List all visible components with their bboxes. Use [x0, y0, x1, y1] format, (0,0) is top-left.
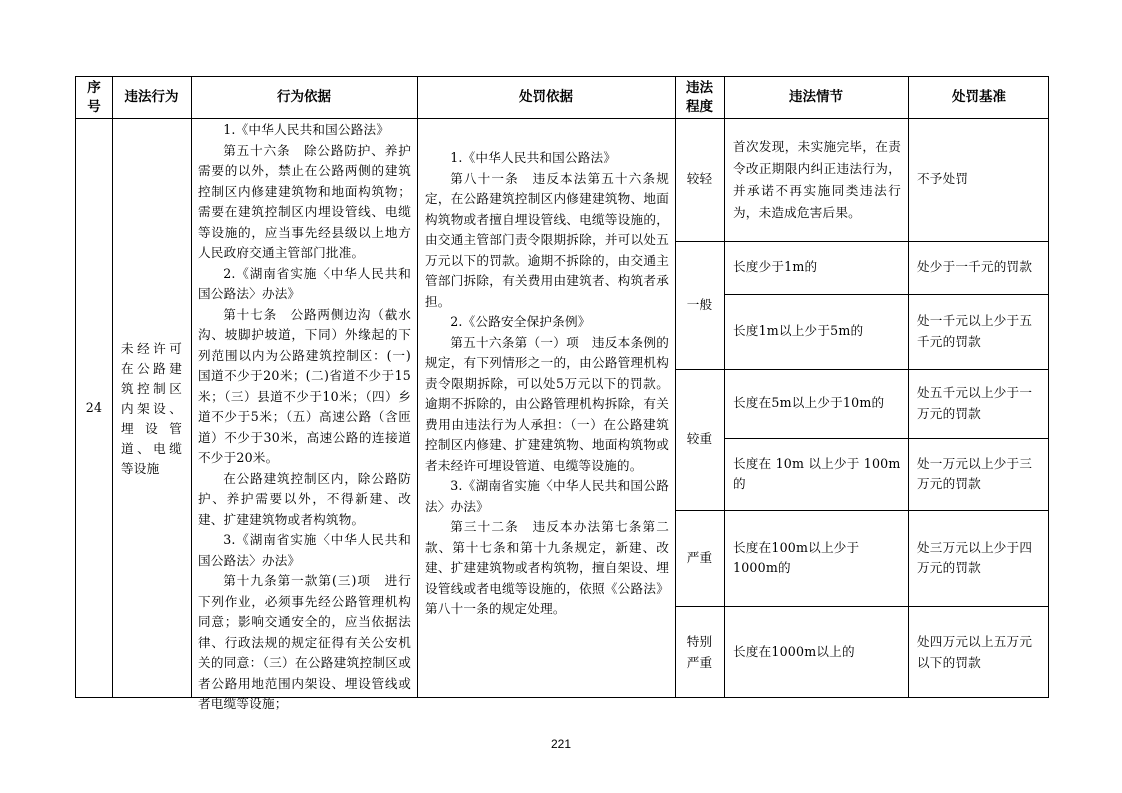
degree-general: 一般: [686, 296, 713, 312]
basis-article: 第十九条第一款第(三)项 进行下列作业，必须事先经公路管理机构同意；影响交通安全的，应当依据法律、行政法规的规定征得有关公安机关的同意：（三）在公路建筑控制区或者公路用地范围内架设、埋设管线或者电缆等设施；: [198, 573, 411, 711]
header-standard: 处罚基准: [952, 89, 1006, 105]
circumstance-very-severe: 长度在1000m以上的: [733, 644, 855, 660]
standard-serious-1: 处五千元以上少于一万元的罚款: [917, 385, 1033, 421]
penalty-article: 第三十二条 违反本办法第七条第二款、第十七条和第十九条规定，新建、改建、扩建建筑物或者构筑物，擅自架设、埋设管线或者电缆等设施的，依照《公路法》第八十一条的规定处理。: [425, 519, 669, 616]
basis-article: 第十七条 公路两侧边沟（截水沟、坡脚护坡道，下同）外缘起的下列范围以内为公路建筑控制区：(一)国道不少于20米；(二)省道不少于15米；（三）县道不少于10米；（四）乡道不少于5米；（五）高速公路（含匝道）不少于30米，高速公路的连接道不少于20米。: [198, 306, 411, 465]
basis-law-title: 1.《中华人民共和国公路法》: [223, 122, 390, 137]
standard-minor: 不予处罚: [917, 171, 969, 187]
row-penalty-basis: [417, 118, 675, 699]
page-number: 221: [550, 737, 572, 751]
header-violation: 违法行为: [124, 89, 179, 105]
circumstance-serious-2: 长度在 10m 以上少于 100m的: [733, 455, 901, 491]
basis-law-title: 3.《湖南省实施〈中华人民共和国公路法〉办法》: [198, 532, 411, 568]
header-degree: 违法程度: [686, 79, 713, 115]
header-penalty-basis: 处罚依据: [519, 89, 573, 105]
penalty-law-title: 1.《中华人民共和国公路法》: [450, 150, 617, 165]
header-basis: 行为依据: [277, 89, 331, 105]
standard-serious-2: 处一万元以上少于三万元的罚款: [917, 455, 1033, 491]
penalty-table: [75, 76, 1049, 711]
penalty-article: 第八十一条 违反本法第五十六条规定，在公路建筑控制区内修建建筑物、地面构筑物或者擅自埋设管线、电缆等设施的，由交通主管部门责令限期拆除，并可以处五万元以下的罚款。逾期不拆除的，由交通主管部门拆除，有关费用由建筑者、构筑者承担。: [425, 170, 669, 309]
degree-minor: 较轻: [686, 171, 713, 187]
degree-serious: 较重: [686, 431, 713, 447]
degree-severe: 严重: [686, 549, 713, 565]
circumstance-general-1: 长度少于1m的: [733, 259, 818, 275]
basis-law-title: 2.《湖南省实施〈中华人民共和国公路法〉办法》: [198, 265, 411, 301]
standard-very-severe: 处四万元以上五万元以下的罚款: [917, 634, 1033, 670]
penalty-article: 第五十六条第（一）项 违反本条例的规定，有下列情形之一的，由公路管理机构责令限期拆除，可以处5万元以下的罚款。逾期不拆除的，由公路管理机构拆除，有关费用由违法行为人承担：（一）在公路建筑控制区内修建、扩建建筑物、地面构筑物或者未经许可埋设管道、电缆等设施的。: [425, 334, 669, 473]
degree-very-severe: 特别严重: [686, 634, 713, 670]
standard-general-1: 处少于一千元的罚款: [917, 259, 1033, 275]
circumstance-serious-1: 长度在5m以上少于10m的: [733, 395, 885, 411]
row-basis: [191, 118, 417, 711]
standard-general-2: 处一千元以上少于五千元的罚款: [917, 313, 1033, 349]
basis-article: 第五十六条 除公路防护、养护需要的以外，禁止在公路两侧的建筑控制区内修建建筑物和地面构筑物；需要在建筑控制区内埋设管线、电缆等设施的，应当事先经县级以上地方人民政府交通主管部门批准。: [198, 142, 411, 260]
circumstance-minor: 首次发现，未实施完毕，在责令改正期限内纠正违法行为，并承诺不再实施同类违法行为，未造成危害后果。: [733, 138, 901, 220]
penalty-law-title: 2.《公路安全保护条例》: [450, 314, 591, 329]
row-violation: 未经许可在公路建筑控制区内架设、埋设管道、电缆等设施: [121, 340, 182, 476]
circumstance-general-2: 长度1m以上少于5m的: [733, 323, 864, 339]
header-circumstance: 违法情节: [789, 89, 843, 105]
circumstance-severe: 长度在100m以上少于1000m的: [733, 539, 860, 575]
basis-article: 在公路建筑控制区内，除公路防护、养护需要以外，不得新建、改建、扩建建筑物或者构筑物。: [198, 470, 411, 527]
penalty-law-title: 3.《湖南省实施〈中华人民共和国公路法〉办法》: [425, 478, 669, 514]
header-seq: 序号: [87, 79, 101, 115]
standard-severe: 处三万元以上少于四万元的罚款: [917, 539, 1033, 575]
row-seq: 24: [85, 400, 103, 416]
